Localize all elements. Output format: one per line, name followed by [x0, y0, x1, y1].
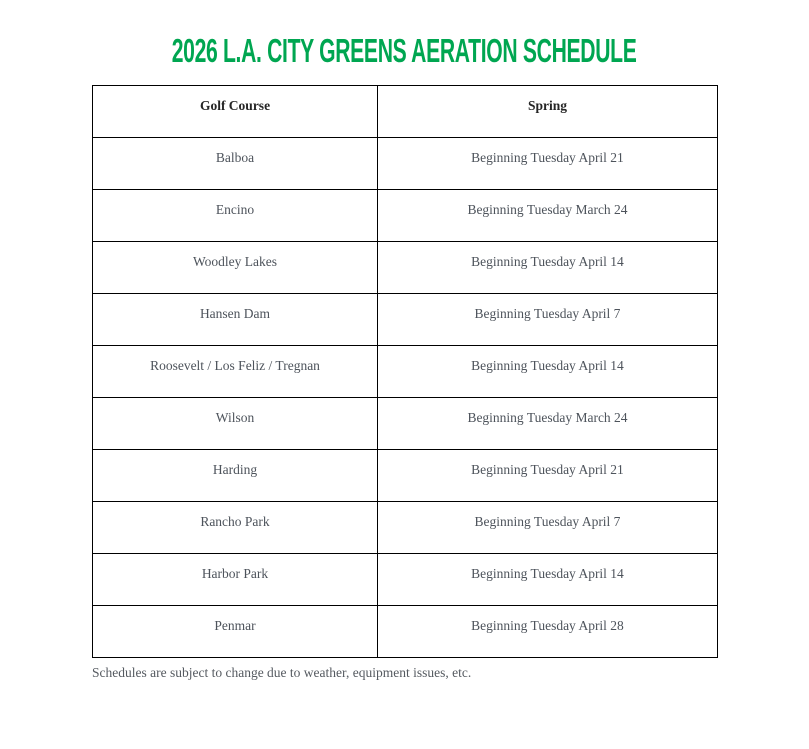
- table-row: [93, 294, 718, 346]
- aeration-schedule-table: [92, 85, 718, 658]
- golf-course-cell: Roosevelt / Los Feliz / Tregnan: [93, 346, 378, 398]
- golf-course-cell: Wilson: [93, 398, 378, 450]
- golf-course-cell: Woodley Lakes: [93, 242, 378, 294]
- spring-date-cell: Beginning Tuesday April 14: [378, 242, 718, 294]
- golf-course-cell: Encino: [93, 190, 378, 242]
- table-row: [93, 450, 718, 502]
- spring-date-cell: Beginning Tuesday April 21: [378, 138, 718, 190]
- table-row: [93, 138, 718, 190]
- spring-date-cell: Beginning Tuesday March 24: [378, 190, 718, 242]
- table-row: [93, 190, 718, 242]
- golf-course-cell: Harbor Park: [93, 554, 378, 606]
- table-row: [93, 606, 718, 658]
- spring-date-cell: Beginning Tuesday April 7: [378, 502, 718, 554]
- spring-date-cell: Beginning Tuesday April 7: [378, 294, 718, 346]
- spring-date-cell: Beginning Tuesday April 14: [378, 346, 718, 398]
- schedule-disclaimer: Schedules are subject to change due to weather, equipment issues, etc.: [92, 665, 472, 680]
- spring-date-cell: Beginning Tuesday March 24: [378, 398, 718, 450]
- spring-date-cell: Beginning Tuesday April 21: [378, 450, 718, 502]
- golf-course-cell: Harding: [93, 450, 378, 502]
- page-title: [0, 32, 809, 69]
- spring-date-cell: Beginning Tuesday April 14: [378, 554, 718, 606]
- column-header-spring: Spring: [378, 86, 718, 138]
- table-row: [93, 398, 718, 450]
- page-title-text: 2026 L.A. CITY GREENS AERATION SCHEDULE: [172, 32, 637, 69]
- golf-course-cell: Hansen Dam: [93, 294, 378, 346]
- spring-date-cell: Beginning Tuesday April 28: [378, 606, 718, 658]
- column-header-golf-course: Golf Course: [93, 86, 378, 138]
- table-row: [93, 554, 718, 606]
- golf-course-cell: Rancho Park: [93, 502, 378, 554]
- table-row: [93, 242, 718, 294]
- golf-course-cell: Balboa: [93, 138, 378, 190]
- table-row: [93, 346, 718, 398]
- golf-course-cell: Penmar: [93, 606, 378, 658]
- table-header-row: [93, 86, 718, 138]
- table-row: [93, 502, 718, 554]
